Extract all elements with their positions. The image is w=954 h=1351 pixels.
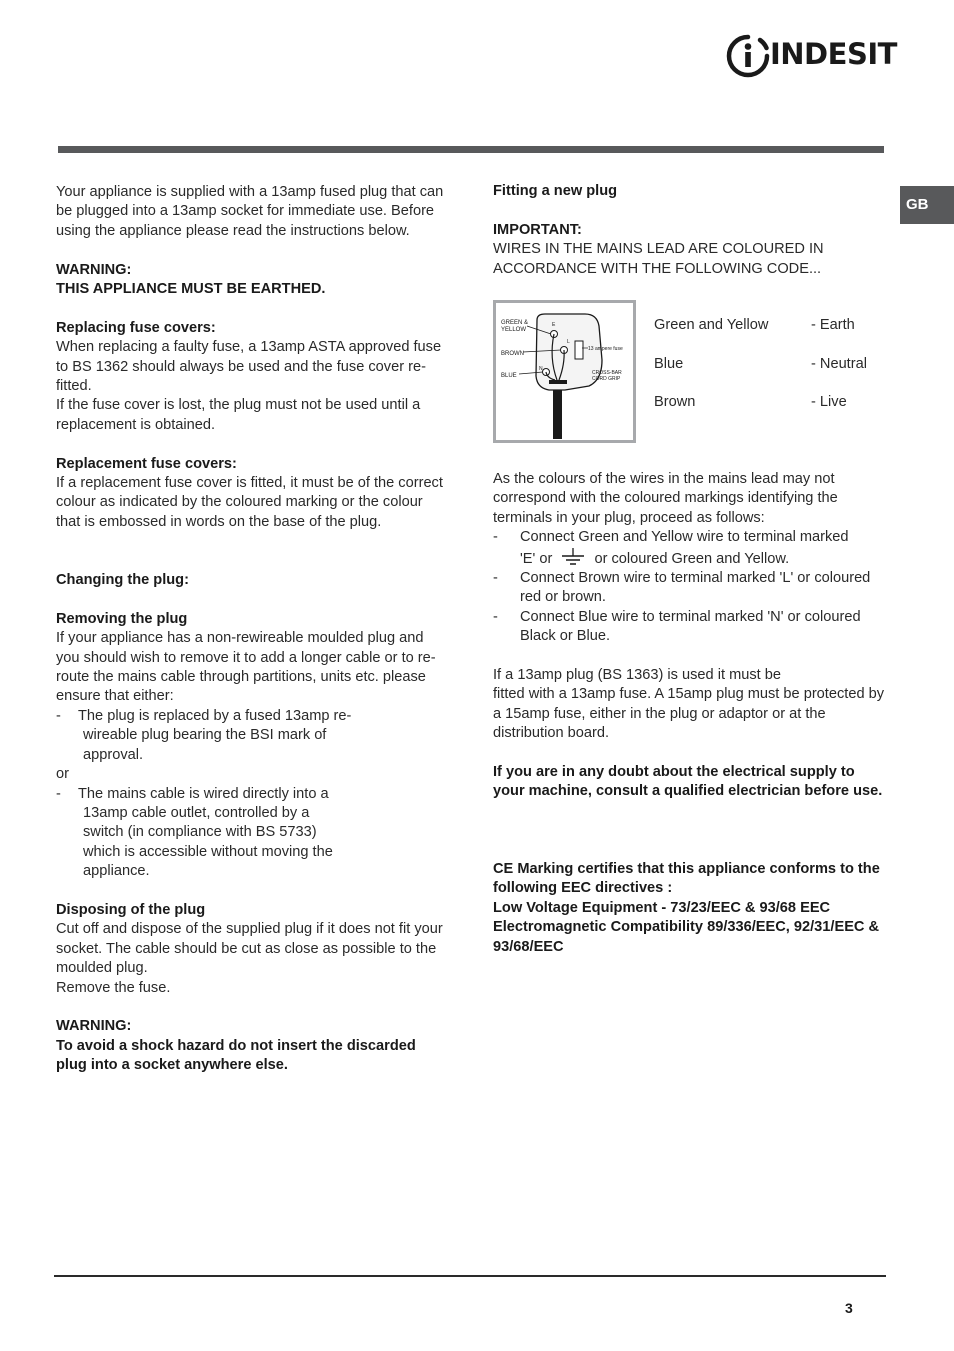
disposing-plug-text: Cut off and dispose of the supplied plug if it does not fit your socket. The cable should be cut as close as possible to the moulded plug. xyxy=(56,921,443,977)
label-green-yellow: GREEN & xyxy=(501,320,529,326)
left-column xyxy=(56,183,450,1076)
consult-electrician-text: If you are in any doubt about the electrical supply to your machine, consult a qualified electrician before use. xyxy=(493,764,883,800)
list-item-cont: switch (in compliance with BS 5733) xyxy=(83,824,317,841)
wire-code-text: WIRES IN THE MAINS LEAD ARE COLOURED IN ACCORDANCE WITH THE FOLLOWING CODE... xyxy=(493,241,824,277)
page-number: 3 xyxy=(845,1300,853,1316)
colours-text: As the colours of the wires in the mains lead may not correspond with the coloured markings identifying the terminals in your plug, proceed as follows: xyxy=(493,471,838,526)
label-fuse: 13 ampere fuse xyxy=(588,346,623,352)
logo-i-icon xyxy=(726,34,770,78)
ce-marking-text: CE Marking certifies that this appliance conforms to the following EEC directives : xyxy=(493,861,880,897)
emc-directive: Electromagnetic Compatibility 89/336/EEC, 92/31/EEC & 93/68/EEC xyxy=(493,919,880,955)
fuse-requirement-text-2: fitted with a 13amp fuse. A 15amp plug must be protected by a 15amp fuse, either in the plug or adaptor or at the distribution board. xyxy=(493,686,885,742)
brand-name: INDESIT xyxy=(770,37,897,71)
language-tab-gb: GB xyxy=(900,186,954,224)
label-green-yellow-2: YELLOW xyxy=(501,327,527,333)
replacing-fuse-covers-heading: Replacing fuse covers: xyxy=(56,319,216,336)
warning-heading-2: WARNING: xyxy=(56,1018,132,1035)
list-item-cont: wireable plug bearing the BSI mark of xyxy=(83,727,327,744)
terminal-e-label: E xyxy=(552,322,556,328)
label-cord-grip: CORD GRIP xyxy=(592,376,621,382)
label-crossbar: CROSS-BAR xyxy=(592,370,622,376)
list-item: - The mains cable is wired directly into a xyxy=(56,785,329,802)
earthed-warning: THIS APPLIANCE MUST BE EARTHED. xyxy=(56,281,326,298)
list-item: - Connect Green and Yellow wire to terminal marked 'E' or or coloured Green and Yellow. xyxy=(493,529,849,567)
list-item: - The plug is replaced by a fused 13amp re- xyxy=(56,707,352,724)
plug-wiring-diagram xyxy=(493,300,636,443)
header-divider xyxy=(58,146,884,153)
replacement-fuse-covers-heading: Replacement fuse covers: xyxy=(56,455,237,472)
replacement-fuse-text: If a replacement fuse cover is fitted, it must be of the correct colour as indicated by the coloured marking or the colour that is embossed in words on the base of the plug. xyxy=(56,475,443,530)
warning-heading: WARNING: xyxy=(56,261,132,278)
removing-plug-heading: Removing the plug xyxy=(56,610,188,627)
changing-plug-heading: Changing the plug: xyxy=(56,572,189,589)
label-blue: BLUE xyxy=(501,373,517,379)
disposing-plug-heading: Disposing of the plug xyxy=(56,901,206,918)
remove-fuse-text: Remove the fuse. xyxy=(56,979,171,996)
footer-divider xyxy=(54,1275,886,1277)
right-column-bottom xyxy=(493,470,887,957)
removing-plug-text: If your appliance has a non-rewireable moulded plug and you should wish to remove it to add a longer cable or to re-route the mains cable through partitions, units etc. please ensure that either: xyxy=(56,630,436,705)
shock-hazard-warning: To avoid a shock hazard do not insert the discarded plug into a socket anywhere else. xyxy=(56,1037,416,1074)
terminal-l-label: L xyxy=(567,339,570,345)
fuse-requirement-text: If a 13amp plug (BS 1363) is used it must be xyxy=(493,667,781,684)
list-item-cont: which is accessible without moving the xyxy=(83,843,333,860)
replacing-fuse-text: When replacing a faulty fuse, a 13amp ASTA approved fuse to BS 1362 should always be used and the fuse cover re-fitted. xyxy=(56,339,442,395)
or-text: or xyxy=(56,766,69,783)
earth-symbol-icon xyxy=(560,548,586,568)
brand-logo xyxy=(726,34,897,78)
important-heading: IMPORTANT: xyxy=(493,221,582,238)
list-item: - Connect Blue wire to terminal marked 'N' or coloured Black or Blue. xyxy=(493,608,861,645)
list-item-cont: appliance. xyxy=(83,863,150,880)
intro-text: Your appliance is supplied with a 13amp fused plug that can be plugged into a 13amp socket for immediate use. Before using the appliance please read the instructions below. xyxy=(56,184,444,239)
list-item-cont: approval. xyxy=(83,746,144,763)
label-brown: BROWN xyxy=(501,351,524,357)
fitting-new-plug-heading: Fitting a new plug xyxy=(493,183,618,199)
right-column-top xyxy=(493,182,887,279)
low-voltage-directive: Low Voltage Equipment - 73/23/EEC & 93/68 EEC xyxy=(493,899,831,916)
terminal-n-label: N xyxy=(539,366,543,372)
list-item-cont: 13amp cable outlet, controlled by a xyxy=(83,804,310,821)
list-item: - Connect Brown wire to terminal marked 'L' or coloured red or brown. xyxy=(493,570,871,606)
fuse-cover-lost-text: If the fuse cover is lost, the plug must not be used until a replacement is obtained. xyxy=(56,397,421,433)
